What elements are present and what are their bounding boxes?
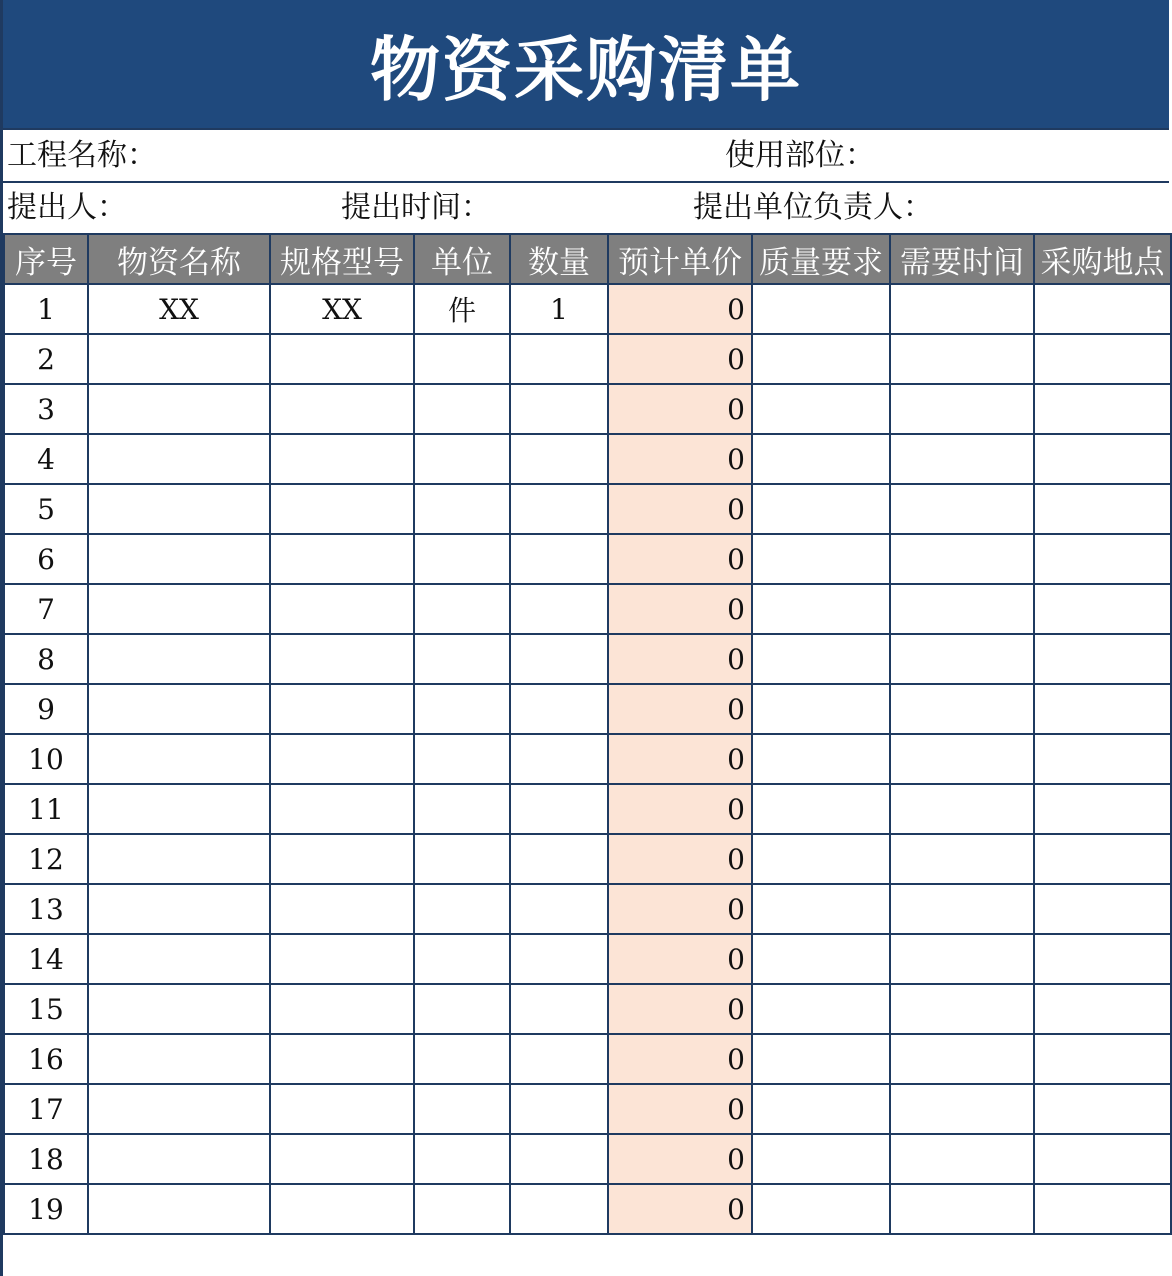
table-row (4, 784, 1171, 834)
cell-qty[interactable] (510, 934, 608, 984)
cell-qty[interactable] (510, 1134, 608, 1184)
cell-name[interactable] (88, 534, 270, 584)
cell-no[interactable]: 14 (4, 934, 88, 984)
cell-quality[interactable] (752, 884, 890, 934)
cell-time[interactable] (890, 384, 1034, 434)
cell-qty[interactable] (510, 984, 608, 1034)
cell-quality[interactable] (752, 1134, 890, 1184)
cell-spec[interactable] (270, 734, 414, 784)
cell-time[interactable] (890, 634, 1034, 684)
cell-price[interactable]: 0 (608, 1034, 752, 1084)
cell-qty[interactable] (510, 484, 608, 534)
cell-time[interactable] (890, 834, 1034, 884)
cell-spec[interactable] (270, 1034, 414, 1084)
cell-quality[interactable] (752, 534, 890, 584)
cell-unit[interactable] (414, 434, 510, 484)
cell-no[interactable]: 8 (4, 634, 88, 684)
cell-no[interactable]: 10 (4, 734, 88, 784)
cell-price[interactable]: 0 (608, 384, 752, 434)
table-row (4, 834, 1171, 884)
col-header-unit[interactable]: 单位 (414, 234, 510, 284)
cell-quality[interactable] (752, 834, 890, 884)
cell-name[interactable] (88, 584, 270, 634)
cell-quality[interactable] (752, 684, 890, 734)
cell-price[interactable]: 0 (608, 934, 752, 984)
cell-quality[interactable] (752, 784, 890, 834)
cell-spec[interactable] (270, 884, 414, 934)
cell-no[interactable]: 4 (4, 434, 88, 484)
cell-no[interactable]: 5 (4, 484, 88, 534)
cell-quality[interactable] (752, 334, 890, 384)
cell-time[interactable] (890, 984, 1034, 1034)
cell-place[interactable] (1034, 334, 1171, 384)
cell-time[interactable] (890, 934, 1034, 984)
cell-qty[interactable] (510, 434, 608, 484)
cell-time[interactable] (890, 584, 1034, 634)
cell-name[interactable] (88, 1134, 270, 1184)
table-row (4, 534, 1171, 584)
cell-qty[interactable] (510, 1184, 608, 1234)
cell-price[interactable]: 0 (608, 484, 752, 534)
project-name-label[interactable]: 工程名称： (7, 138, 157, 173)
cell-price[interactable]: 0 (608, 434, 752, 484)
cell-price[interactable]: 0 (608, 534, 752, 584)
col-header-price[interactable]: 预计单价 (608, 234, 752, 284)
cell-name[interactable] (88, 1034, 270, 1084)
cell-place[interactable] (1034, 734, 1171, 784)
cell-price[interactable]: 0 (608, 584, 752, 634)
col-header-qty[interactable]: 数量 (510, 234, 608, 284)
cell-place[interactable] (1034, 384, 1171, 434)
cell-quality[interactable] (752, 734, 890, 784)
cell-quality[interactable] (752, 934, 890, 984)
cell-name[interactable] (88, 784, 270, 834)
col-header-spec[interactable]: 规格型号 (270, 234, 414, 284)
cell-unit[interactable] (414, 984, 510, 1034)
cell-qty[interactable] (510, 334, 608, 384)
cell-place[interactable] (1034, 984, 1171, 1034)
cell-no[interactable]: 1 (4, 284, 88, 334)
col-header-place[interactable]: 采购地点 (1034, 234, 1171, 284)
cell-unit[interactable] (414, 734, 510, 784)
cell-no[interactable]: 2 (4, 334, 88, 384)
cell-unit[interactable] (414, 684, 510, 734)
cell-quality[interactable] (752, 1084, 890, 1134)
cell-qty[interactable] (510, 684, 608, 734)
cell-quality[interactable] (752, 1034, 890, 1084)
cell-time[interactable] (890, 784, 1034, 834)
table-row (4, 484, 1171, 534)
table-row (4, 884, 1171, 934)
table-row (4, 334, 1171, 384)
cell-unit[interactable] (414, 584, 510, 634)
cell-unit[interactable] (414, 634, 510, 684)
cell-qty[interactable] (510, 1034, 608, 1084)
cell-spec[interactable] (270, 834, 414, 884)
cell-place[interactable] (1034, 484, 1171, 534)
cell-no[interactable]: 18 (4, 1134, 88, 1184)
cell-spec[interactable] (270, 584, 414, 634)
cell-qty[interactable] (510, 1084, 608, 1134)
cell-unit[interactable]: 件 (414, 284, 510, 334)
cell-quality[interactable] (752, 584, 890, 634)
header-row (4, 234, 1171, 284)
cell-no[interactable]: 17 (4, 1084, 88, 1134)
cell-spec[interactable] (270, 484, 414, 534)
cell-spec[interactable] (270, 334, 414, 384)
cell-spec[interactable] (270, 434, 414, 484)
cell-spec[interactable] (270, 784, 414, 834)
cell-place[interactable] (1034, 284, 1171, 334)
cell-unit[interactable] (414, 884, 510, 934)
cell-name[interactable] (88, 684, 270, 734)
cell-place[interactable] (1034, 434, 1171, 484)
col-header-name[interactable]: 物资名称 (88, 234, 270, 284)
cell-qty[interactable] (510, 784, 608, 834)
cell-time[interactable] (890, 684, 1034, 734)
cell-time[interactable] (890, 434, 1034, 484)
table-row (4, 1184, 1171, 1234)
unit-head-label[interactable]: 提出单位负责人： (693, 190, 933, 225)
cell-spec[interactable] (270, 1084, 414, 1134)
cell-no[interactable]: 13 (4, 884, 88, 934)
cell-qty[interactable]: 1 (510, 284, 608, 334)
cell-price[interactable]: 0 (608, 284, 752, 334)
cell-place[interactable] (1034, 684, 1171, 734)
cell-name[interactable] (88, 834, 270, 884)
table-row (4, 384, 1171, 434)
cell-no[interactable]: 7 (4, 584, 88, 634)
cell-no[interactable]: 15 (4, 984, 88, 1034)
cell-spec[interactable] (270, 634, 414, 684)
cell-place[interactable] (1034, 1184, 1171, 1234)
cell-quality[interactable] (752, 1184, 890, 1234)
cell-place[interactable] (1034, 884, 1171, 934)
cell-qty[interactable] (510, 584, 608, 634)
cell-time[interactable] (890, 884, 1034, 934)
cell-price[interactable]: 0 (608, 1084, 752, 1134)
col-header-time[interactable]: 需要时间 (890, 234, 1034, 284)
cell-quality[interactable] (752, 984, 890, 1034)
cell-name[interactable] (88, 1084, 270, 1134)
table-row (4, 934, 1171, 984)
cell-name[interactable] (88, 984, 270, 1034)
table-row (4, 1134, 1171, 1184)
cell-place[interactable] (1034, 584, 1171, 634)
cell-place[interactable] (1034, 1034, 1171, 1084)
purchase-table (3, 233, 1172, 1235)
cell-unit[interactable] (414, 534, 510, 584)
cell-unit[interactable] (414, 934, 510, 984)
cell-no[interactable]: 9 (4, 684, 88, 734)
cell-no[interactable]: 12 (4, 834, 88, 884)
cell-unit[interactable] (414, 834, 510, 884)
cell-qty[interactable] (510, 734, 608, 784)
cell-quality[interactable] (752, 384, 890, 434)
cell-spec[interactable] (270, 384, 414, 434)
cell-price[interactable]: 0 (608, 884, 752, 934)
department-label[interactable]: 使用部位： (725, 138, 875, 173)
cell-qty[interactable] (510, 534, 608, 584)
cell-unit[interactable] (414, 384, 510, 434)
cell-name[interactable] (88, 334, 270, 384)
table-row (4, 1034, 1171, 1084)
cell-name[interactable]: XX (88, 284, 270, 334)
cell-time[interactable] (890, 1084, 1034, 1134)
table-row (4, 684, 1171, 734)
table-row (4, 434, 1171, 484)
cell-place[interactable] (1034, 634, 1171, 684)
cell-quality[interactable] (752, 284, 890, 334)
cell-quality[interactable] (752, 484, 890, 534)
cell-time[interactable] (890, 1034, 1034, 1084)
cell-place[interactable] (1034, 934, 1171, 984)
cell-price[interactable]: 0 (608, 1184, 752, 1234)
cell-name[interactable] (88, 634, 270, 684)
cell-price[interactable]: 0 (608, 734, 752, 784)
cell-name[interactable] (88, 884, 270, 934)
cell-unit[interactable] (414, 1034, 510, 1084)
cell-place[interactable] (1034, 834, 1171, 884)
cell-place[interactable] (1034, 1134, 1171, 1184)
title-bar (3, 0, 1169, 130)
cell-spec[interactable] (270, 684, 414, 734)
cell-qty[interactable] (510, 384, 608, 434)
cell-spec[interactable] (270, 934, 414, 984)
cell-no[interactable]: 6 (4, 534, 88, 584)
col-header-quality[interactable]: 质量要求 (752, 234, 890, 284)
table-row (4, 984, 1171, 1034)
cell-time[interactable] (890, 1134, 1034, 1184)
cell-unit[interactable] (414, 784, 510, 834)
cell-unit[interactable] (414, 1134, 510, 1184)
cell-name[interactable] (88, 734, 270, 784)
cell-spec[interactable] (270, 534, 414, 584)
cell-spec[interactable] (270, 984, 414, 1034)
table-row (4, 284, 1171, 334)
cell-unit[interactable] (414, 1084, 510, 1134)
table-body (4, 284, 1171, 1234)
proposal-time-label[interactable]: 提出时间： (341, 190, 491, 225)
cell-qty[interactable] (510, 834, 608, 884)
cell-time[interactable] (890, 334, 1034, 384)
cell-price[interactable]: 0 (608, 1134, 752, 1184)
info-row-proposer (3, 182, 1169, 235)
page-title: 物资采购清单 (370, 27, 802, 111)
cell-qty[interactable] (510, 884, 608, 934)
cell-price[interactable]: 0 (608, 784, 752, 834)
table-row (4, 1084, 1171, 1134)
cell-time[interactable] (890, 284, 1034, 334)
cell-name[interactable] (88, 484, 270, 534)
cell-price[interactable]: 0 (608, 634, 752, 684)
cell-unit[interactable] (414, 1184, 510, 1234)
cell-price[interactable]: 0 (608, 834, 752, 884)
cell-price[interactable]: 0 (608, 334, 752, 384)
cell-spec[interactable] (270, 1184, 414, 1234)
cell-no[interactable]: 19 (4, 1184, 88, 1234)
cell-time[interactable] (890, 534, 1034, 584)
cell-no[interactable]: 16 (4, 1034, 88, 1084)
table-row (4, 634, 1171, 684)
cell-qty[interactable] (510, 634, 608, 684)
cell-spec[interactable] (270, 1134, 414, 1184)
cell-name[interactable] (88, 1184, 270, 1234)
cell-time[interactable] (890, 484, 1034, 534)
cell-name[interactable] (88, 934, 270, 984)
cell-quality[interactable] (752, 434, 890, 484)
cell-place[interactable] (1034, 784, 1171, 834)
cell-spec[interactable]: XX (270, 284, 414, 334)
info-row-project (3, 130, 1169, 183)
cell-time[interactable] (890, 1184, 1034, 1234)
cell-unit[interactable] (414, 334, 510, 384)
cell-name[interactable] (88, 384, 270, 434)
cell-price[interactable]: 0 (608, 684, 752, 734)
cell-name[interactable] (88, 434, 270, 484)
table-row (4, 584, 1171, 634)
cell-place[interactable] (1034, 1084, 1171, 1134)
cell-time[interactable] (890, 734, 1034, 784)
col-header-no[interactable]: 序号 (4, 234, 88, 284)
cell-place[interactable] (1034, 534, 1171, 584)
cell-no[interactable]: 3 (4, 384, 88, 434)
cell-quality[interactable] (752, 634, 890, 684)
proposer-label[interactable]: 提出人： (7, 190, 127, 225)
cell-unit[interactable] (414, 484, 510, 534)
cell-no[interactable]: 11 (4, 784, 88, 834)
cell-price[interactable]: 0 (608, 984, 752, 1034)
table-row (4, 734, 1171, 784)
